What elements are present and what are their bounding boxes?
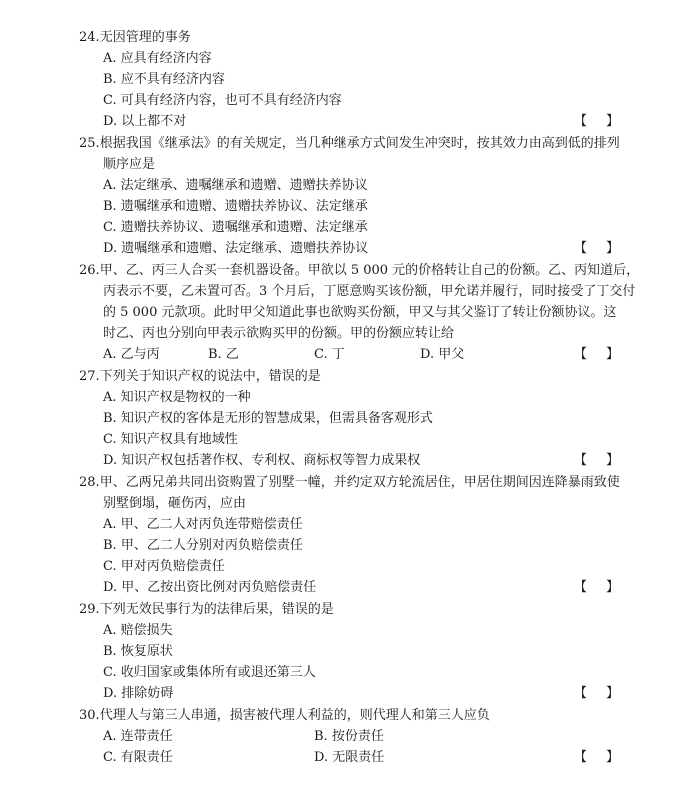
question-number: 27.	[79, 369, 100, 384]
option-c: C. 知识产权具有地域性	[103, 432, 238, 447]
bracket-right: 】	[606, 580, 620, 595]
question-text: 下列关于知识产权的说法中，错误的是	[99, 369, 321, 384]
question-text-cont: 丙表示不要，乙未置可否。3 个月后，丁愿意购买该份额，甲允诺并履行，同时接受了丁交付	[103, 284, 636, 299]
option-d: D. 遗嘱继承和遗赠、法定继承、遗赠扶养协议	[103, 241, 369, 256]
question-30	[79, 705, 490, 726]
question-text-cont: 别墅倒塌，砸伤丙，应由	[103, 496, 247, 511]
bracket-right: 】	[606, 347, 620, 362]
bracket-left: 【	[574, 580, 588, 595]
question-text: 甲、乙、丙三人合买一套机器设备。甲欲以 5 000 元的价格转让自己的份额。乙、丙知道后，	[99, 263, 640, 278]
answer-bracket	[574, 111, 620, 132]
bracket-right: 】	[606, 241, 620, 256]
question-text: 甲、乙两兄弟共同出资购置了别墅一幢，并约定双方轮流居住，甲居住期间因连降暴雨致使	[99, 475, 620, 490]
question-24	[79, 27, 191, 48]
answer-bracket	[574, 450, 620, 471]
question-number: 29.	[79, 602, 100, 617]
answer-bracket	[574, 344, 620, 365]
option-d: D. 知识产权包括著作权、专利权、商标权等智力成果权	[103, 453, 421, 468]
bracket-left: 【	[574, 453, 588, 468]
option-b: B. 恢复原状	[103, 644, 173, 659]
question-text: 代理人与第三人串通，损害被代理人利益的，则代理人和第三人应负	[99, 708, 490, 723]
bracket-right: 】	[606, 750, 620, 765]
question-number: 30.	[79, 708, 100, 723]
answer-bracket	[574, 238, 620, 259]
bracket-left: 【	[574, 750, 588, 765]
bracket-left: 【	[574, 114, 588, 129]
answer-bracket	[574, 683, 620, 704]
bracket-right: 】	[606, 114, 620, 129]
question-29	[79, 599, 334, 620]
question-text: 无因管理的事务	[99, 30, 191, 45]
option-b: B. 按份责任	[314, 729, 384, 744]
option-a: A. 连带责任	[103, 729, 173, 744]
option-c: C. 可具有经济内容，也可不具有经济内容	[103, 93, 342, 108]
question-26	[79, 260, 639, 281]
option-c: C. 丁	[314, 347, 345, 362]
option-d: D. 以上都不对	[103, 114, 187, 129]
question-number: 24.	[79, 30, 100, 45]
option-b: B. 遗嘱继承和遗赠、遗赠扶养协议、法定继承	[103, 199, 368, 214]
option-a: A. 赔偿损失	[103, 623, 173, 638]
question-28	[79, 472, 620, 493]
bracket-left: 【	[574, 686, 588, 701]
option-a: A. 知识产权是物权的一种	[103, 390, 251, 405]
question-number: 28.	[79, 475, 100, 490]
option-d: D. 甲父	[420, 347, 465, 362]
question-text-cont: 的 5 000 元款项。此时甲父知道此事也欲购买份额，甲又与其父鉴订了转让份额协议。这	[103, 305, 617, 320]
option-b: B. 乙	[208, 347, 239, 362]
option-d: D. 排除妨碍	[103, 686, 174, 701]
option-b: B. 应不具有经济内容	[103, 72, 225, 87]
option-c: C. 收归国家或集体所有或退还第三人	[103, 665, 316, 680]
option-a: A. 应具有经济内容	[103, 51, 212, 66]
option-d: D. 甲、乙按出资比例对丙负赔偿责任	[103, 580, 317, 595]
question-text: 下列无效民事行为的法律后果，错误的是	[99, 602, 334, 617]
option-a: A. 法定继承、遗嘱继承和遗赠、遗赠扶养协议	[103, 178, 368, 193]
option-a: A. 甲、乙二人对丙负连带赔偿责任	[103, 517, 303, 532]
option-b: B. 知识产权的客体是无形的智慧成果，但需具备客观形式	[103, 411, 433, 426]
bracket-left: 【	[574, 241, 588, 256]
question-text: 根据我国《继承法》的有关规定，当几种继承方式间发生冲突时，按其效力由高到低的排列	[99, 136, 620, 151]
bracket-right: 】	[606, 453, 620, 468]
option-b: B. 甲、乙二人分别对丙负赔偿责任	[103, 538, 303, 553]
question-text-cont: 时乙、丙也分别向甲表示欲购买甲的份额。甲的份额应转让给	[103, 326, 455, 341]
question-number: 25.	[79, 136, 100, 151]
bracket-left: 【	[574, 347, 588, 362]
bracket-right: 】	[606, 686, 620, 701]
option-a: A. 乙与丙	[103, 347, 160, 362]
option-c: C. 遗赠扶养协议、遗嘱继承和遗赠、法定继承	[103, 220, 368, 235]
answer-bracket	[574, 747, 620, 768]
question-27	[79, 366, 321, 387]
question-25	[79, 133, 620, 154]
question-text-cont: 顺序应是	[103, 157, 156, 172]
answer-bracket	[574, 577, 620, 598]
option-c: C. 甲对丙负赔偿责任	[103, 559, 225, 574]
question-number: 26.	[79, 263, 100, 278]
option-d: D. 无限责任	[314, 750, 385, 765]
option-c: C. 有限责任	[103, 750, 173, 765]
